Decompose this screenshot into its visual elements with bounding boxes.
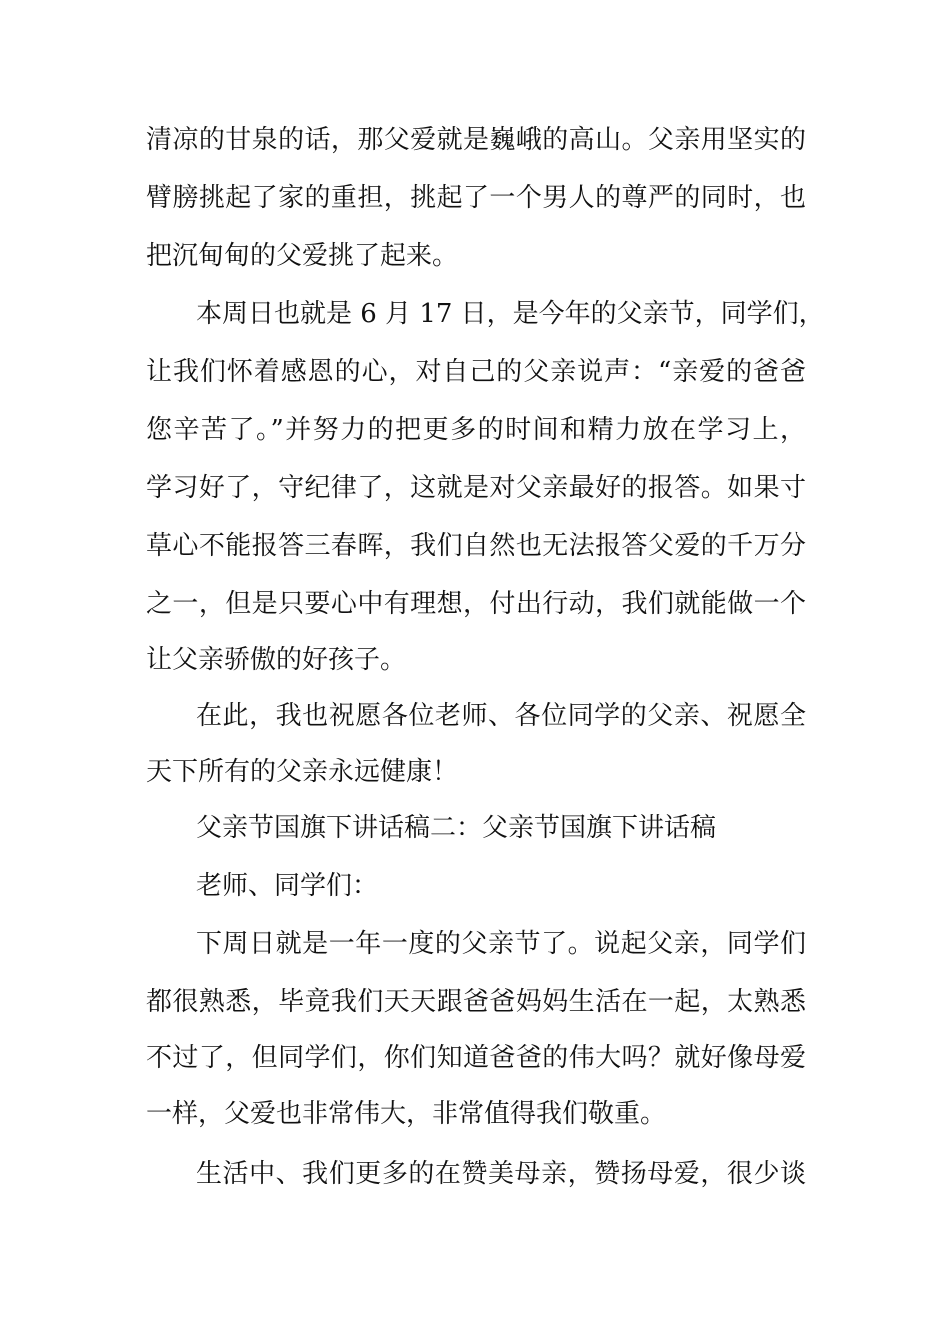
- paragraph-2-line-6: 之一，但是只要心中有理想，付出行动，我们就能做一个: [146, 589, 806, 619]
- paragraph-5-line-1: 生活中、我们更多的在赞美母亲，赞扬母爱，很少谈: [196, 1159, 806, 1189]
- paragraph-1-line-2: 臂膀挑起了家的重担，挑起了一个男人的尊严的同时，也: [146, 183, 806, 213]
- paragraph-4-line-4: 一样，父爱也非常伟大，非常值得我们敬重。: [146, 1099, 667, 1129]
- paragraph-1-line-1: 清凉的甘泉的话，那父爱就是巍峨的高山。父亲用坚实的: [146, 125, 806, 155]
- paragraph-4-line-2: 都很熟悉，毕竟我们天天跟爸爸妈妈生活在一起，太熟悉: [146, 987, 806, 1017]
- paragraph-2-line-7: 让父亲骄傲的好孩子。: [146, 645, 407, 675]
- paragraph-2-line-1: 本周日也就是 6 月 17 日，是今年的父亲节，同学们，: [196, 299, 825, 329]
- paragraph-3-line-2: 天下所有的父亲永远健康！: [146, 757, 459, 787]
- section-heading: 父亲节国旗下讲话稿二：父亲节国旗下讲话稿: [196, 813, 717, 843]
- paragraph-2-line-3: 您辛苦了。”并努力的把更多的时间和精力放在学习上，: [146, 415, 806, 445]
- paragraph-2-line-4: 学习好了，守纪律了，这就是对父亲最好的报答。如果寸: [146, 473, 806, 503]
- paragraph-2-line-5: 草心不能报答三春晖，我们自然也无法报答父爱的千万分: [146, 531, 806, 561]
- paragraph-4-line-3: 不过了，但同学们，你们知道爸爸的伟大吗？就好像母爱: [146, 1043, 806, 1073]
- paragraph-4-line-1: 下周日就是一年一度的父亲节了。说起父亲，同学们: [196, 929, 806, 959]
- paragraph-2-line-2: 让我们怀着感恩的心，对自己的父亲说声：“亲爱的爸爸: [146, 357, 806, 387]
- salutation: 老师、同学们：: [196, 871, 379, 901]
- paragraph-3-line-1: 在此，我也祝愿各位老师、各位同学的父亲、祝愿全: [196, 701, 806, 731]
- paragraph-1-line-3: 把沉甸甸的父爱挑了起来。: [146, 241, 459, 271]
